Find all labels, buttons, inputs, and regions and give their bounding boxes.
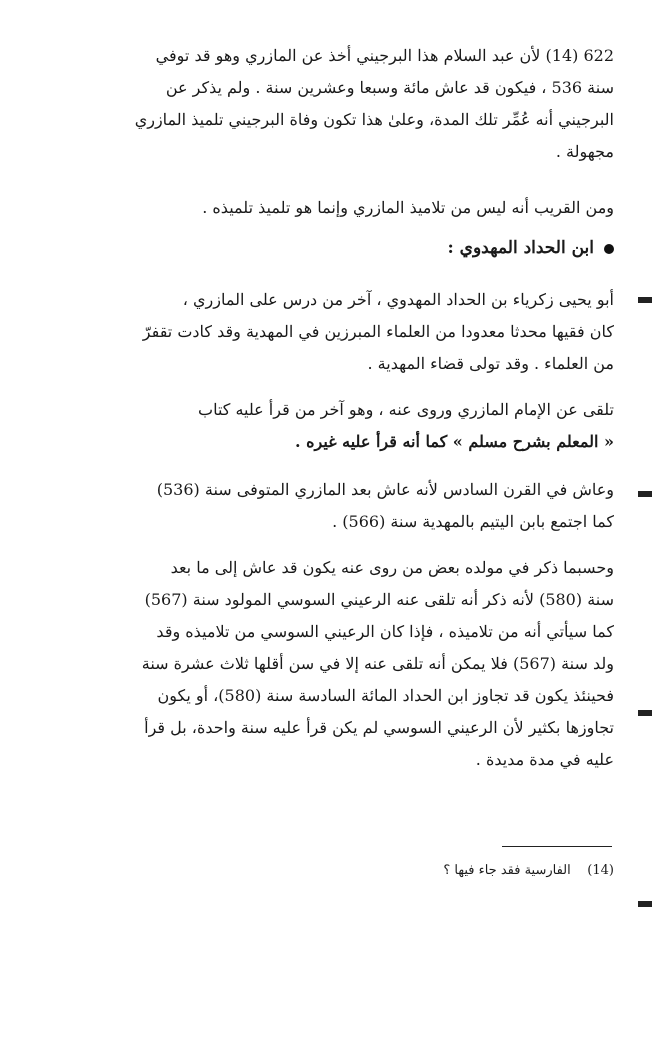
paragraph-2 — [82, 192, 614, 224]
paragraph-line: فحينئذ يكون قد تجاوز ابن الحداد المائة السادسة سنة (580)، أو يكون — [157, 686, 614, 705]
paragraph-line: تلقى عن الإمام المازري وروى عنه ، وهو آخر من قرأ عليه كتاب — [198, 400, 614, 419]
paragraph-line: مجهولة . — [555, 142, 614, 161]
paragraph-line: أبو يحيى زكرياء بن الحداد المهدوي ، آخر من درس على المازري ، — [182, 290, 614, 309]
paragraph-line: كما سيأتي أنه من تلاميذه ، فإذا كان الرعيني السوسي من تلاميذه وقد — [156, 622, 614, 641]
paragraph-line: عليه في مدة مديدة . — [475, 750, 614, 769]
paragraph-line: وحسبما ذكر في مولده بعض من روى عنه يكون قد عاش إلى ما بعد — [170, 558, 614, 577]
paragraph-6 — [82, 552, 614, 776]
margin-mark — [638, 901, 652, 907]
paragraph-3 — [82, 284, 614, 380]
paragraph-line: البرجيني أنه عُمِّر تلك المدة، وعلىٰ هذا تكون وفاة البرجيني تلميذ المازري — [134, 110, 614, 129]
paragraph-line: من العلماء . وقد تولى قضاء المهدية . — [367, 354, 614, 373]
margin-mark — [638, 491, 652, 497]
paragraph-line: وعاش في القرن السادس لأنه عاش بعد المازري المتوفى سنة (536) — [156, 480, 614, 499]
paragraph-1 — [82, 40, 614, 168]
paragraph-line: كان فقيها محدثا معدودا من العلماء المبرزين في المهدية وقد كادت تقفرّ — [142, 322, 614, 341]
margin-mark — [638, 297, 652, 303]
bullet-icon — [604, 244, 614, 254]
footnote — [82, 858, 614, 884]
paragraph-line: « المعلم بشرح مسلم » كما أنه قرأ عليه غيره . — [295, 432, 614, 451]
section-heading — [82, 232, 614, 264]
paragraph-line: تجاوزها بكثير لأن الرعيني السوسي لم يكن قرأ عليه سنة واحدة، بل قرأ — [144, 718, 614, 737]
paragraph-4 — [82, 394, 614, 458]
paragraph-line: ومن القريب أنه ليس من تلاميذ المازري وإنما هو تلميذ تلميذه . — [202, 198, 614, 217]
paragraph-line: سنة (580) لأنه ذكر أنه تلقى عنه الرعيني السوسي المولود سنة (567) — [144, 590, 614, 609]
paragraph-line: كما اجتمع بابن اليتيم بالمهدية سنة (566) . — [332, 512, 614, 531]
margin-mark — [638, 710, 652, 716]
section-heading-text: ابن الحداد المهدوي : — [447, 238, 594, 258]
paragraph-line: 622 ‏(14)‏ لأن عبد السلام هذا البرجيني أخذ عن المازري وهو قد توفي — [155, 46, 614, 65]
footnote-text: الفارسية فقد جاء فيها ؟ — [443, 863, 571, 878]
paragraph-5 — [82, 474, 614, 538]
footnote-number: (14) — [587, 863, 614, 878]
paragraph-line: ولد سنة (567) فلا يمكن أنه تلقى عنه إلا في سن أقلها ثلاث عشرة سنة — [141, 654, 614, 673]
footnote-separator — [502, 846, 612, 847]
paragraph-line: سنة 536 ، فيكون قد عاش مائة وسبعا وعشرين سنة . ولم يذكر عن — [165, 78, 614, 97]
